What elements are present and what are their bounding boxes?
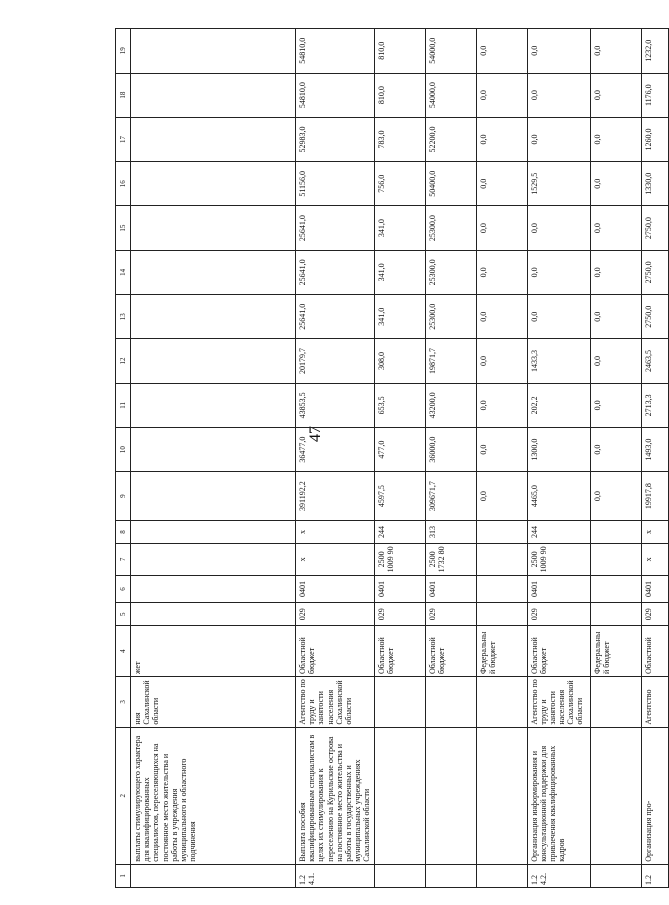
table-cell: 1493,0 [641, 428, 668, 472]
table-cell: 0,0 [527, 117, 590, 161]
table-cell [476, 544, 527, 576]
table-cell: 1176,0 [641, 73, 668, 117]
table-cell: 0,0 [476, 295, 527, 339]
table-cell [131, 117, 296, 161]
table-cell: 0,0 [476, 206, 527, 250]
table-cell: 2713,3 [641, 383, 668, 427]
table-cell: 0,0 [590, 162, 641, 206]
table-cell: Организация информирования и консультационной поддержки для привлечения квалифицированных кадров [527, 727, 590, 864]
table-cell: 0,0 [590, 117, 641, 161]
table-cell [590, 727, 641, 864]
table-cell: Областной бюджет [374, 626, 425, 677]
table-cell: 653,5 [374, 383, 425, 427]
table-cell [131, 295, 296, 339]
table-cell: 4465,0 [527, 472, 590, 521]
table-row [374, 29, 425, 888]
table-cell: x [296, 520, 375, 543]
table-cell [131, 472, 296, 521]
table-cell [590, 603, 641, 626]
table-cell: 309671,7 [425, 472, 476, 521]
table-row [131, 29, 296, 888]
table-cell: 0,0 [590, 472, 641, 521]
column-number: 15 [116, 206, 131, 250]
column-number: 3 [116, 676, 131, 727]
table-cell: 1.2 [641, 864, 668, 887]
table-cell: Федеральный бюджет [476, 626, 527, 677]
budget-table [115, 28, 669, 888]
table-cell: 1260,0 [641, 117, 668, 161]
table-cell [374, 727, 425, 864]
column-number: 5 [116, 603, 131, 626]
table-cell: 25300,0 [425, 295, 476, 339]
table-cell [374, 676, 425, 727]
table-cell [131, 575, 296, 602]
table-cell: 783,0 [374, 117, 425, 161]
table-cell: 19917,8 [641, 472, 668, 521]
table-cell: выплаты стимулирующего характера для квалифицированных специалистов, переселяющихся на постоянное место жительства и работы в учреждения муниципального и областного подчинения [131, 727, 296, 864]
table-cell: 52983,0 [296, 117, 375, 161]
table-cell: 0,0 [527, 73, 590, 117]
table-cell: 341,0 [374, 206, 425, 250]
table-cell: 0,0 [590, 295, 641, 339]
table-cell [131, 162, 296, 206]
table-cell [476, 676, 527, 727]
table-cell: 0,0 [590, 428, 641, 472]
table-cell: 0,0 [476, 472, 527, 521]
table-cell: 52200,0 [425, 117, 476, 161]
table-cell [131, 206, 296, 250]
table-cell: 25300,0 [425, 250, 476, 294]
table-cell [131, 544, 296, 576]
table-cell [590, 575, 641, 602]
table-cell [476, 520, 527, 543]
table-cell: 0,0 [590, 73, 641, 117]
table-cell: 0,0 [476, 73, 527, 117]
table-cell [425, 727, 476, 864]
table-cell: 202,2 [527, 383, 590, 427]
table-cell: 0401 [527, 575, 590, 602]
column-number: 11 [116, 383, 131, 427]
table-cell: 0401 [641, 575, 668, 602]
table-cell: 341,0 [374, 295, 425, 339]
table-cell: 0401 [425, 575, 476, 602]
table-cell [476, 575, 527, 602]
column-number: 9 [116, 472, 131, 521]
table-cell: 1.2 4.1. [296, 864, 375, 887]
column-number: 8 [116, 520, 131, 543]
table-cell [131, 339, 296, 383]
column-number: 7 [116, 544, 131, 576]
table-cell: 20179,7 [296, 339, 375, 383]
table-cell: 1.2 4.2. [527, 864, 590, 887]
table-cell: 0,0 [527, 250, 590, 294]
table-cell: 029 [527, 603, 590, 626]
table-cell: 0,0 [476, 383, 527, 427]
table-cell [131, 864, 296, 887]
column-number: 17 [116, 117, 131, 161]
table-cell: 391192,2 [296, 472, 375, 521]
table-cell: жет [131, 626, 296, 677]
table-cell: 2500 1009 90 [527, 544, 590, 576]
table-cell [476, 727, 527, 864]
column-number: 13 [116, 295, 131, 339]
column-number: 1 [116, 864, 131, 887]
table-cell [476, 864, 527, 887]
table-row [296, 29, 375, 888]
table-cell: 0,0 [476, 339, 527, 383]
table-cell: Областной бюджет [296, 626, 375, 677]
table-cell: 756,0 [374, 162, 425, 206]
table-cell: x [641, 544, 668, 576]
table-cell: 0,0 [590, 339, 641, 383]
table-cell: 0,0 [590, 250, 641, 294]
table-cell: 25641,0 [296, 206, 375, 250]
table-cell: 029 [296, 603, 375, 626]
table-cell [131, 73, 296, 117]
column-number-row [116, 29, 131, 888]
table-cell: x [641, 520, 668, 543]
column-number: 2 [116, 727, 131, 864]
table-row [527, 29, 590, 888]
table-row [590, 29, 641, 888]
table-cell: 810,0 [374, 29, 425, 74]
table-cell: 0,0 [527, 206, 590, 250]
table-cell [131, 428, 296, 472]
table-cell: 25641,0 [296, 295, 375, 339]
table-cell: 1300,0 [527, 428, 590, 472]
column-number: 4 [116, 626, 131, 677]
table-cell: 2750,0 [641, 250, 668, 294]
table-cell: Областной бюджет [527, 626, 590, 677]
table-cell [425, 676, 476, 727]
table-cell: 19871,7 [425, 339, 476, 383]
table-cell [131, 250, 296, 294]
table-cell: 54810,0 [296, 73, 375, 117]
rotated-table-area [115, 28, 653, 888]
table-cell: 1529,5 [527, 162, 590, 206]
table-cell: 51156,0 [296, 162, 375, 206]
table-cell: Областной [641, 626, 668, 677]
column-number: 10 [116, 428, 131, 472]
table-cell: 0,0 [527, 29, 590, 74]
table-cell: Областной бюджет [425, 626, 476, 677]
table-cell: Федеральный бюджет [590, 626, 641, 677]
table-cell [425, 864, 476, 887]
column-number: 12 [116, 339, 131, 383]
table-cell: 25641,0 [296, 250, 375, 294]
table-cell: 0,0 [476, 29, 527, 74]
table-cell: 244 [527, 520, 590, 543]
table-cell: 0401 [374, 575, 425, 602]
column-number: 14 [116, 250, 131, 294]
table-cell: 25300,0 [425, 206, 476, 250]
table-cell: Агентство по труду и занятости населения Сахалинской области [296, 676, 375, 727]
table-cell: Организация про- [641, 727, 668, 864]
table-cell: ния Сахалинской области [131, 676, 296, 727]
table-cell: 308,0 [374, 339, 425, 383]
table-cell [590, 864, 641, 887]
column-number: 18 [116, 73, 131, 117]
table-cell: 2463,5 [641, 339, 668, 383]
table-body [131, 29, 669, 888]
table-cell: 0,0 [476, 428, 527, 472]
table-cell: 0,0 [590, 206, 641, 250]
table-cell: 2750,0 [641, 295, 668, 339]
table-cell: 029 [641, 603, 668, 626]
table-cell: 0,0 [590, 29, 641, 74]
table-cell [131, 520, 296, 543]
table-cell: 0,0 [476, 117, 527, 161]
table-cell: 0401 [296, 575, 375, 602]
table-cell: 36000,0 [425, 428, 476, 472]
table-cell: Выплата пособия квалифицированным специалистам в целях их стимулирования к переселению на Курильские острова на постоянное место жительства и работы в государственных и муниципальных учреждениях Сахалинской области [296, 727, 375, 864]
table-cell: Агентство [641, 676, 668, 727]
column-number: 16 [116, 162, 131, 206]
table-cell: Агентство по труду и занятости населения Сахалинской области [527, 676, 590, 727]
table-cell: 0,0 [476, 250, 527, 294]
table-cell: 341,0 [374, 250, 425, 294]
page-number: 47 [307, 426, 324, 442]
table-cell: 1232,0 [641, 29, 668, 74]
table-row [476, 29, 527, 888]
table-cell: 43853,5 [296, 383, 375, 427]
table-row [641, 29, 668, 888]
table-cell [590, 520, 641, 543]
table-cell: 2500 1732 80 [425, 544, 476, 576]
column-number: 6 [116, 575, 131, 602]
table-cell: 0,0 [476, 162, 527, 206]
table-cell [131, 29, 296, 74]
table-cell [131, 603, 296, 626]
table-cell: 1330,0 [641, 162, 668, 206]
table-row [425, 29, 476, 888]
table-cell: 43200,0 [425, 383, 476, 427]
column-number: 19 [116, 29, 131, 74]
table-cell: 0,0 [590, 383, 641, 427]
table-cell: 0,0 [527, 295, 590, 339]
table-cell: 029 [425, 603, 476, 626]
table-cell [374, 864, 425, 887]
table-cell: 4597,5 [374, 472, 425, 521]
table-cell [476, 603, 527, 626]
table-cell: x [296, 544, 375, 576]
table-cell: 1433,3 [527, 339, 590, 383]
table-cell: 54810,0 [296, 29, 375, 74]
table-cell: 54000,0 [425, 29, 476, 74]
table-cell: 36477,0 [296, 428, 375, 472]
table-cell: 54000,0 [425, 73, 476, 117]
table-cell: 313 [425, 520, 476, 543]
table-cell: 244 [374, 520, 425, 543]
table-cell: 810,0 [374, 73, 425, 117]
table-cell: 2500 1009 90 [374, 544, 425, 576]
table-cell [590, 676, 641, 727]
table-cell: 2750,0 [641, 206, 668, 250]
table-cell: 029 [374, 603, 425, 626]
table-cell: 50400,0 [425, 162, 476, 206]
table-cell [590, 544, 641, 576]
table-cell: 477,0 [374, 428, 425, 472]
table-cell [131, 383, 296, 427]
